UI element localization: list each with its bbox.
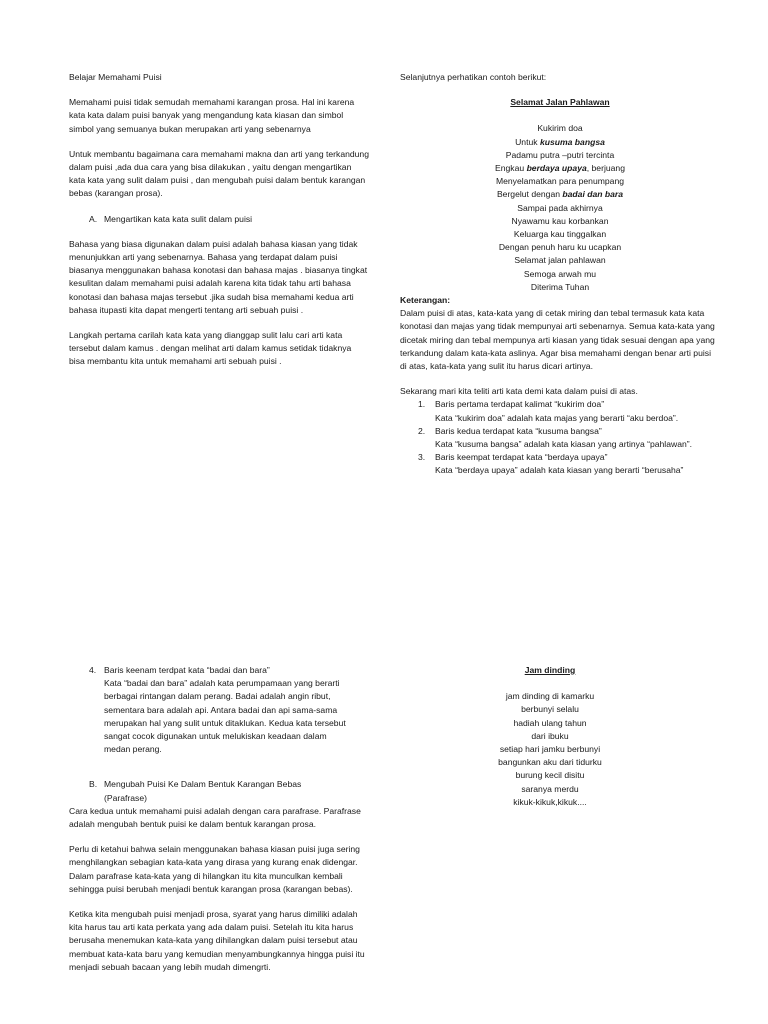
poem-line: bangunkan aku dari tidurku xyxy=(498,757,602,768)
section-title: Mengartikan kata kata sulit dalam puisi xyxy=(104,213,253,224)
poem-line: Engkau berdaya upaya, berjuang xyxy=(495,163,625,174)
poem-line: Keluarga kau tinggalkan xyxy=(513,229,607,240)
intro-text: Selanjutnya perhatikan contoh berikut: xyxy=(400,72,547,82)
list-line: Kata “berdaya upaya” adalah kata kiasan yang berarti “berusaha” xyxy=(435,465,684,476)
paragraph: Bahasa yang biasa digunakan dalam puisi adalah bahasa kiasan yang tidak menunjukkan arti yang sebenarnya. Bahasa yang terdapat dalam puisi biasanya menggunakan bahasa konotasi dan bahasa majas . biasanya tingkat kesulitan dalam memahami puisi adalah karena kita tidak tahu arti bahasa konotasi dan bahasa majas tersebut .jika sudah bisa memahami kedua arti bahasa itupasti kita dapat mengerti tentang arti sebuah puisi . xyxy=(69,238,368,315)
poem-line: Nyawamu kau korbankan xyxy=(511,215,609,226)
poem-line: Dengan penuh haru ku ucapkan xyxy=(498,242,622,253)
list-line: Baris kedua terdapat kata “kusuma bangsa” xyxy=(435,425,602,436)
poem-line: Semoga arwah mu xyxy=(523,268,597,279)
poem-line: Padamu putra –putri tercinta xyxy=(505,149,615,160)
poem-line: Selamat jalan pahlawan xyxy=(514,255,606,266)
section-b-heading xyxy=(69,778,369,804)
paragraph: Untuk membantu bagaimana cara memahami makna dan arti yang terkandung dalam puisi ,ada dua cara yang bisa dilakukan , yaitu dengan mengartikan kata kata yang sulit dalam puisi , dan mengubah puisi dalam bentuk karangan bebas (karangan prosa). xyxy=(69,148,369,199)
paragraph: Perlu di ketahui bahwa selain menggunakan bahasa kiasan puisi juga sering menghilangkan sebagian kata-kata yang dirasa yang kurang enak didengar. Dalam parafrase kata-kata yang di hilangkan itu kita munculkan kembali sehingga puisi berubah menjadi bentuk karangan prosa (karangan bebas). xyxy=(69,844,360,894)
section-a-heading xyxy=(69,213,369,226)
page1-right-column xyxy=(400,71,720,478)
poem-line: jam dinding di kamarku xyxy=(505,691,595,702)
paragraph: Memahami puisi tidak semudah memahami karangan prosa. Hal ini karena kata kata dalam puisi banyak yang mengandung kata kiasan dan simbol simbol yang semuanya bukan merupakan arti yang sebenarnya xyxy=(69,97,355,134)
poem-line: hadiah ulang tahun xyxy=(513,717,587,728)
page1-left-column xyxy=(69,71,369,369)
poem-line: burung kecil disitu xyxy=(515,770,585,781)
poem xyxy=(400,690,700,809)
list-item xyxy=(400,451,720,477)
poem-title: Jam dinding xyxy=(524,665,576,675)
list-item xyxy=(69,664,369,756)
poem-title: Selamat Jalan Pahlawan xyxy=(510,97,610,108)
list-number: 2. xyxy=(418,425,426,436)
poem-line: berbunyi selalu xyxy=(521,704,579,715)
paragraph: Sekarang mari kita teliti arti kata demi kata dalam puisi di atas. xyxy=(400,386,638,397)
list-number: 4. xyxy=(89,665,97,675)
paragraph: Langkah pertama carilah kata kata yang dianggap sulit lalu cari arti kata tersebut dalam kamus . dengan melihat arti dalam kamus setidak tidaknya bisa membantu kita untuk memahami arti sebuah puisi . xyxy=(69,330,352,367)
poem xyxy=(400,122,720,294)
paragraph: Ketika kita mengubah puisi menjadi prosa, syarat yang harus dimiliki adalah kita harus tau arti kata perkata yang ada dalam puisi. Setelah itu kita harus berusaha menemukan kata-kata yang dihilangkan dalam puisi tersebut atau membuat kata-kata baru yang kemudian menyambungkannya hingga puisi itu menjadi sebuah bacaan yang lebih mudah dimengrti. xyxy=(69,909,365,972)
explanation-list xyxy=(400,398,720,477)
list-line: Kata “kusuma bangsa” adalah kata kiasan yang artinya “pahlawan”. xyxy=(435,439,693,450)
page2-right-column xyxy=(400,664,700,809)
poem-line: saranya merdu xyxy=(521,783,579,794)
poem-line: Menyelamatkan para penumpang xyxy=(495,176,625,187)
section-letter: A. xyxy=(89,213,98,224)
poem-line: Diterima Tuhan xyxy=(530,281,590,292)
section-letter: B. xyxy=(89,779,98,790)
page2-left-column xyxy=(69,664,369,974)
poem-line: setiap hari jamku berbunyi xyxy=(499,744,601,755)
list-number: 1. xyxy=(418,399,426,410)
poem-line: kikuk-kikuk,kikuk.... xyxy=(513,796,587,807)
poem-line: Bergelut dengan badai dan bara xyxy=(496,189,624,200)
list-number: 3. xyxy=(418,452,426,463)
list-item xyxy=(400,398,720,424)
poem-line: Sampai pada akhirnya xyxy=(517,202,603,213)
keterangan-label: Keterangan: xyxy=(400,295,451,306)
paragraph: Cara kedua untuk memahami puisi adalah dengan cara parafrase. Parafrase adalah mengubah bentuk puisi ke dalam bentuk karangan prosa. xyxy=(69,805,361,830)
list-line: Baris keempat terdapat kata “berdaya upaya” xyxy=(435,452,608,463)
poem-line: dari ibuku xyxy=(531,730,569,741)
poem-line: Untuk kusuma bangsa xyxy=(515,136,605,147)
list-line: Baris pertama terdapat kalimat “kukirim doa” xyxy=(435,399,605,410)
list-line: Baris keenam terdpat kata “badai dan bara” xyxy=(104,665,270,675)
list-line: Kata “badai dan bara” adalah kata perumpamaan yang berarti berbagai rintangan dalam perang. Badai adalah angin ribut, sementara bara adalah api. Antara badai dan api sama-sama merupakan hal yang sulit untuk ditaklukan. Kedua kata tersebut sangat cocok digunakan untuk melukiskan keadaan dalam medan perang. xyxy=(104,678,346,755)
section-title: Mengubah Puisi Ke Dalam Bentuk Karangan Bebas (Parafrase) xyxy=(104,779,302,803)
list-line: Kata “kukirim doa” adalah kata majas yang berarti “aku berdoa”. xyxy=(435,412,679,423)
document-title: Belajar Memahami Puisi xyxy=(69,72,162,82)
poem-line: Kukirim doa xyxy=(537,123,583,134)
paragraph: Dalam puisi di atas, kata-kata yang di cetak miring dan tebal termasuk kata kata konotasi dan majas yang tidak mempunyai arti sebenarnya. Semua kata-kata yang dicetak miring dan tebal mempunya arti kiasan yang tidak sesuai dengan apa yang terkandung dalam kata-kata aslinya. Agar bisa memahami dengan benar arti puisi di atas, kata-kata yang sulit itu harus dicari artinya. xyxy=(400,308,715,372)
list-item xyxy=(400,425,720,451)
